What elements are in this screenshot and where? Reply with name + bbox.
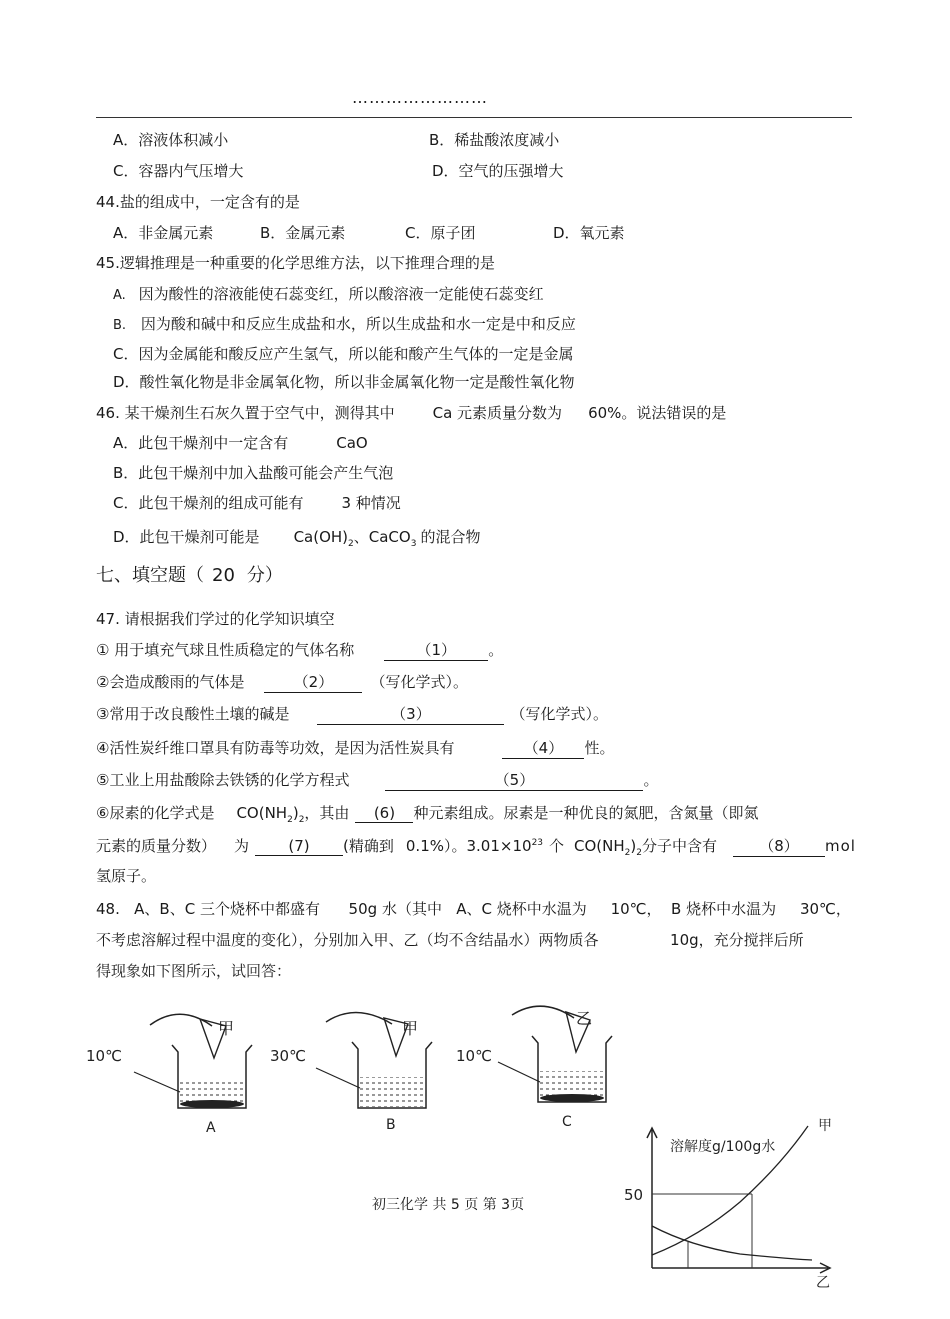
beaker-c-substance: 乙 [576, 1009, 593, 1028]
q47-item-6-line-3: 氢原子。 [96, 867, 157, 885]
q47-blank-1[interactable]: （1） [384, 639, 488, 661]
q48-line-3: 得现象如下图所示，试回答： [96, 962, 292, 980]
q45-option-b [113, 313, 576, 334]
beaker-a-spoon [200, 1019, 226, 1058]
beaker-b-pour-arrow [326, 1012, 392, 1024]
graph-y-arrow-icon [647, 1128, 657, 1138]
q47-item-6-sub-2: 2 [298, 815, 305, 825]
q47-stem: 47. 请根据我们学过的化学知识填空 [96, 610, 335, 628]
q47-item-5 [96, 769, 658, 791]
q47-line2-text-7: ) [630, 837, 637, 855]
q44-option-b: B．金属元素 [260, 224, 346, 242]
beaker-a-pour-arrow [150, 1014, 212, 1026]
q47-item-4-text: ④活性炭纤维口罩具有防毒等功效，是因为活性炭具有 [96, 739, 455, 757]
q45-b-text: 因为酸和碱中和反应生成盐和水，所以生成盐和水一定是中和反应 [140, 315, 576, 333]
q47-item-6-text-1: ⑥尿素的化学式是 [96, 804, 215, 822]
q46-a-text: A．此包干燥剂中一定含有 [113, 434, 289, 452]
q47-item-2-end: （写化学式）。 [370, 673, 468, 691]
graph-ylabel: 溶解度g/100g水 [670, 1139, 776, 1155]
q47-blank-6[interactable]: (6) [355, 804, 413, 823]
beaker-a-liquid [179, 1078, 245, 1106]
q48-line-1: 48. A、B、C 三个烧杯中都盛有 50g 水（其中 A、C 烧杯中水温为 10℃， B 烧杯中水温为 30℃， [96, 900, 851, 918]
q47-line2-text-3: (精确到 [343, 837, 394, 855]
q47-blank-2[interactable]: （2） [264, 671, 362, 693]
q47-item-5-text: ⑤工业上用盐酸除去铁锈的化学方程式 [96, 771, 350, 789]
q47-item-1-end: 。 [488, 641, 504, 659]
beaker-b-glass [352, 1042, 432, 1108]
beaker-a-pointer [134, 1072, 180, 1092]
q46-d-text: D．此包干燥剂可能是 [113, 528, 260, 546]
q46-d-formula-1: Ca(OH) [293, 528, 349, 546]
beaker-c-liquid [539, 1071, 605, 1100]
q46-c-text: C．此包干燥剂的组成可能有 [113, 494, 304, 512]
q47-item-1 [96, 639, 503, 661]
q46-d-end: 的混合物 [420, 528, 481, 546]
q47-line2-sub-2: 2 [636, 848, 642, 858]
q47-blank-5[interactable]: （5） [385, 769, 643, 791]
q47-item-6-formula: CO(NH [236, 804, 288, 822]
q46-d-formula-2: 、CaCO [353, 528, 411, 546]
page-footer: 初三化学 共 5 页 第 3页 [372, 1197, 525, 1213]
q47-item-3 [96, 703, 608, 725]
q47-line2-text-8: 分子中含有 [642, 837, 718, 855]
q45-option-a [113, 283, 544, 304]
q44-option-c: C．原子团 [405, 224, 476, 242]
q47-line2-text-4: 0.1%）。3.01×10 [405, 837, 532, 855]
beaker-a-substance: 甲 [218, 1019, 235, 1038]
q47-line2-text-1: 元素的质量分数） [96, 837, 217, 855]
q44-option-d: D．氧元素 [553, 224, 625, 242]
q43-option-c: C．容器内气压增大 [113, 162, 244, 180]
q45-a-letter: A. [113, 288, 126, 303]
graph-curve-jia [652, 1126, 808, 1255]
q47-line2-sub: 2 [624, 848, 631, 858]
beaker-c [456, 1006, 612, 1130]
q47-item-5-end: 。 [643, 771, 659, 789]
q47-item-2-text: ②会造成酸雨的气体是 [96, 673, 245, 691]
q47-blank-7[interactable]: (7) [255, 837, 343, 856]
q47-item-4 [96, 737, 614, 759]
q47-item-6-sub: 2 [287, 815, 293, 825]
q46-d-sub-1: 2 [348, 539, 354, 549]
q44-option-a: A．非金属元素 [113, 224, 214, 242]
q47-item-3-text: ③常用于改良酸性土壤的碱是 [96, 705, 290, 723]
q47-line2-text-5: 个 [549, 837, 565, 855]
header-rule [96, 117, 852, 118]
q47-item-6-line-2 [96, 835, 856, 858]
q47-line2-text-2: 为 [234, 837, 250, 855]
q47-item-6-text-2: ，其由 [304, 804, 350, 822]
beaker-c-pour-arrow [512, 1006, 574, 1018]
graph-curve-yi [652, 1226, 812, 1260]
q46-option-a [113, 432, 368, 453]
graph-label-yi: 乙 [816, 1275, 830, 1291]
q47-blank-8[interactable]: （8） [733, 835, 825, 857]
q46-stem-1: 46. 某干燥剂生石灰久置于空气中，测得其中 [96, 404, 395, 422]
beaker-c-temp: 10℃ [456, 1047, 492, 1065]
q46-d-sub-2: 3 [410, 539, 417, 549]
beaker-b-label: B [386, 1117, 396, 1133]
section-7-score: 20 [212, 565, 235, 586]
beaker-a-glass [172, 1045, 252, 1108]
solubility-graph [624, 1118, 832, 1291]
q43-option-a: A．溶液体积减小 [113, 131, 229, 149]
q46-stem-3: 60%。说法错误的是 [588, 404, 727, 422]
beaker-c-sediment [540, 1094, 604, 1102]
section-7-title-1: 七、填空题（ [96, 565, 204, 586]
q43-option-d: D．空气的压强增大 [432, 162, 564, 180]
beaker-a-temp: 10℃ [86, 1047, 122, 1065]
q45-b-letter: B. [113, 318, 127, 333]
q47-item-3-end: （写化学式）。 [510, 705, 608, 723]
beaker-b [270, 1012, 432, 1133]
beaker-b-pointer [316, 1068, 360, 1088]
q45-stem: 45.逻辑推理是一种重要的化学思维方法，以下推理合理的是 [96, 254, 495, 272]
beaker-b-substance: 甲 [402, 1019, 419, 1038]
q44-stem: 44.盐的组成中，一定含有的是 [96, 193, 300, 211]
q47-item-1-text: ① 用于填充气球且性质稳定的气体名称 [96, 641, 355, 659]
q46-stem [96, 402, 726, 423]
q47-item-2 [96, 671, 468, 693]
q47-blank-4[interactable]: （4） [502, 737, 584, 759]
q47-item-6-text-3: 种元素组成。尿素是一种优良的氮肥，含氮量（即氮 [413, 804, 759, 822]
section-7-title [96, 561, 283, 587]
graph-tick-50: 50 [624, 1186, 644, 1204]
q46-a-formula: CaO [336, 434, 368, 452]
beaker-a [86, 1014, 252, 1136]
graph-x-arrow-icon [820, 1263, 830, 1273]
beaker-b-spoon [384, 1018, 408, 1056]
q47-item-4-end: 性。 [584, 739, 615, 757]
q45-option-d: D．酸性氧化物是非金属氧化物，所以非金属氧化物一定是酸性氧化物 [113, 373, 575, 391]
q47-item-6-formula-end: ) [292, 804, 299, 822]
beaker-b-liquid [359, 1077, 425, 1107]
section-7-title-3: 分） [246, 565, 283, 586]
beaker-a-sediment [180, 1100, 244, 1108]
q46-option-c [113, 492, 401, 513]
q47-line2-text-9: mol [825, 837, 856, 855]
q46-c-count: 3 种情况 [341, 494, 401, 512]
beaker-c-spoon [566, 1012, 590, 1052]
q45-a-text: 因为酸性的溶液能使石蕊变红，所以酸溶液一定能使石蕊变红 [138, 285, 544, 303]
beaker-b-temp: 30℃ [270, 1047, 306, 1065]
q47-item-6-line-1 [96, 802, 758, 825]
q47-line2-text-6: CO(NH [574, 837, 625, 855]
header-dots: …………………… [352, 88, 488, 107]
beaker-c-label: C [562, 1114, 572, 1130]
q46-option-b: B．此包干燥剂中加入盐酸可能会产生气泡 [113, 464, 394, 482]
q43-option-b: B．稀盐酸浓度减小 [429, 131, 560, 149]
q47-line2-sup: 23 [531, 838, 544, 848]
beaker-a-label: A [206, 1120, 216, 1136]
q47-blank-3[interactable]: （3） [317, 703, 504, 725]
beaker-c-glass [532, 1036, 612, 1102]
q46-stem-2: Ca 元素质量分数为 [432, 404, 563, 422]
q45-option-c: C．因为金属能和酸反应产生氢气，所以能和酸产生气体的一定是金属 [113, 345, 574, 363]
graph-label-jia: 甲 [818, 1118, 832, 1134]
q48-line-2: 不考虑溶解过程中温度的变化），分别加入甲、乙（均不含结晶水）两物质各 10g，充分搅拌后所 [96, 931, 804, 949]
beaker-c-pointer [498, 1062, 540, 1082]
q46-option-d [113, 526, 480, 549]
